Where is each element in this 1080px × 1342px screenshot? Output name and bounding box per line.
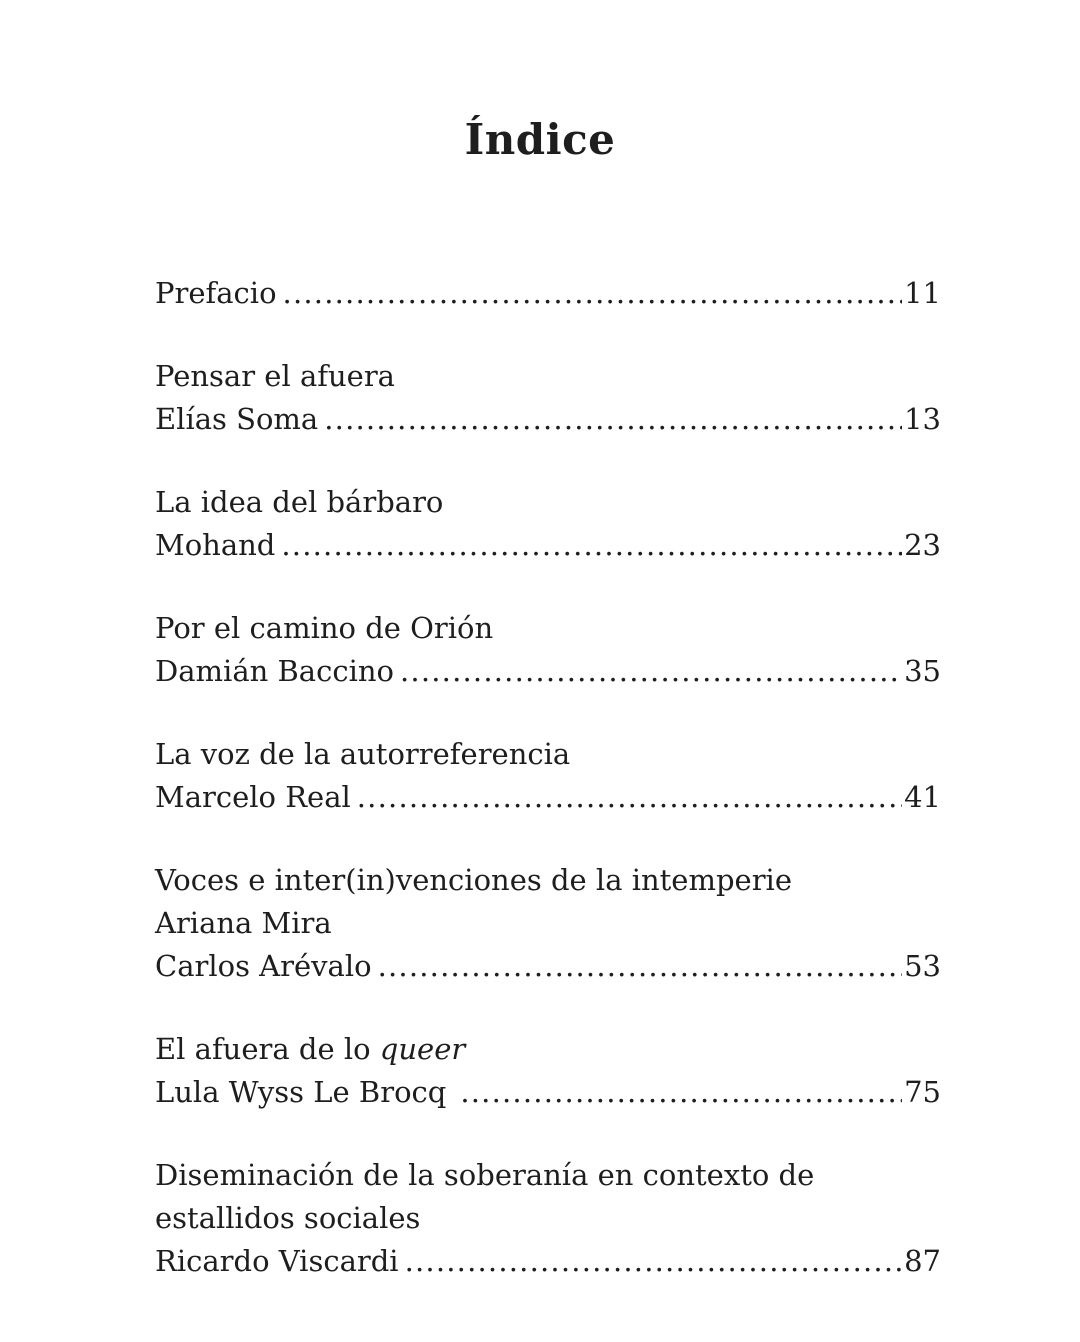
toc-entry-title: Pensar el afuera <box>155 359 395 393</box>
dot-leader <box>357 776 902 819</box>
toc-entry-author: Damián Baccino <box>155 654 394 688</box>
toc-entry-diseminacion-de-la-soberania <box>155 1154 941 1283</box>
toc-entry-title: Voces e inter(in)venciones de la intemperie <box>155 863 792 897</box>
toc-entry-title: Diseminación de la soberanía en contexto de <box>155 1158 815 1192</box>
toc-entry-author: Lula Wyss Le Brocq <box>155 1075 447 1109</box>
page-number: 75 <box>904 1075 941 1109</box>
toc-entry-por-el-camino-de-orion <box>155 607 941 693</box>
toc-entry-author: Ariana Mira <box>155 906 332 940</box>
table-of-contents <box>155 272 941 1323</box>
toc-entry-title: Prefacio <box>155 276 277 310</box>
toc-entry-title <box>155 1028 941 1071</box>
toc-final-line <box>155 945 941 988</box>
dot-leader <box>460 1071 902 1114</box>
dot-leader <box>324 398 902 441</box>
toc-final-line <box>155 776 941 819</box>
toc-final-line <box>155 1240 941 1283</box>
dot-leader <box>281 524 902 567</box>
page-number: 35 <box>904 654 941 688</box>
dot-leader <box>283 272 903 315</box>
dot-leader <box>405 1240 903 1283</box>
page-number: 23 <box>904 528 941 562</box>
page-number: 13 <box>904 402 941 436</box>
toc-final-line <box>155 650 941 693</box>
toc-entry-title: Por el camino de Orión <box>155 611 494 645</box>
toc-entry-title: La idea del bárbaro <box>155 485 444 519</box>
toc-entry-la-voz-de-la-autorreferencia <box>155 733 941 819</box>
dot-leader <box>400 650 902 693</box>
toc-entry-author: Marcelo Real <box>155 780 351 814</box>
toc-entry-la-idea-del-barbaro <box>155 481 941 567</box>
page-title: Índice <box>464 115 616 164</box>
toc-final-line <box>155 1071 941 1114</box>
toc-entry-title-text: El afuera de lo <box>155 1032 380 1066</box>
dot-leader <box>378 945 903 988</box>
toc-entry-author: Carlos Arévalo <box>155 949 372 983</box>
toc-final-line <box>155 524 941 567</box>
toc-final-line <box>155 272 941 315</box>
page-number: 53 <box>904 949 941 983</box>
toc-entry-author: Mohand <box>155 528 276 562</box>
toc-entry-title: La voz de la autorreferencia <box>155 737 571 771</box>
toc-entry-title-italic: queer <box>379 1032 466 1066</box>
toc-entry-author: Elías Soma <box>155 402 319 436</box>
toc-entry-author: Ricardo Viscardi <box>155 1244 399 1278</box>
toc-entry-el-afuera-de-lo-queer <box>155 1028 941 1114</box>
toc-entry-pensar-el-afuera <box>155 355 941 441</box>
toc-entry-prefacio <box>155 272 941 315</box>
page-number: 11 <box>904 276 941 310</box>
page-number: 87 <box>904 1244 941 1278</box>
page-number: 41 <box>904 780 941 814</box>
toc-entry-title-continued: estallidos sociales <box>155 1201 421 1235</box>
toc-final-line <box>155 398 941 441</box>
toc-entry-voces-e-intervenciones <box>155 859 941 988</box>
